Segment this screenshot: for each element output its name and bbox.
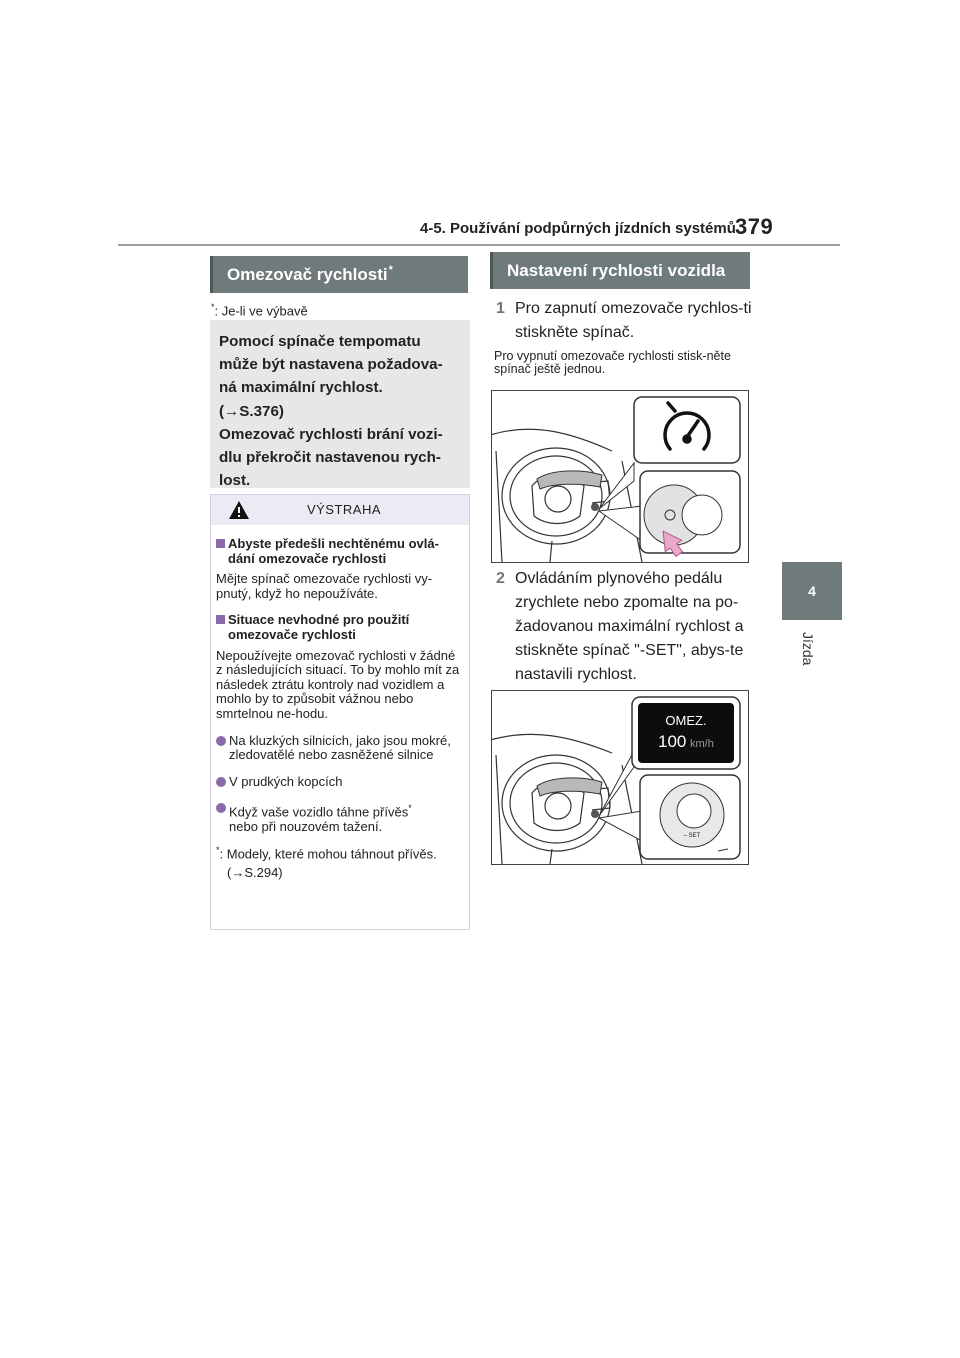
circle-bullet-icon — [216, 736, 226, 746]
switch-set-label: – SET — [683, 833, 701, 839]
page-number: 379 — [735, 214, 774, 239]
footnote-text: : Je-li ve výbavě — [214, 303, 308, 319]
heading-set-speed — [490, 252, 750, 289]
info-line: Omezovač rychlosti brání vozi- — [219, 425, 443, 443]
step-number: 2 — [496, 570, 505, 587]
info-line: dlu překročit nastavenou rych- — [219, 449, 441, 467]
display-speed: 100 — [658, 732, 687, 751]
figure-switch-press — [491, 390, 749, 563]
circle-bullet-icon — [216, 803, 226, 813]
info-line: Pomocí spínače tempomatu — [219, 333, 421, 350]
warning-paragraph: Mějte spínač omezovače rychlosti vy-pnutý, když ho nepoužíváte. — [216, 571, 433, 601]
info-line: ná maximální rychlost. — [219, 379, 383, 397]
warning-bullet — [216, 801, 463, 835]
warning-reference[interactable]: (→S.294) — [227, 864, 283, 880]
square-bullet-icon — [216, 615, 225, 624]
warning-subheading-text: Situace nevhodné pro použití omezovače rychlosti — [228, 612, 410, 642]
warning-subheading — [216, 613, 463, 642]
limiter-symbol-callout — [634, 397, 740, 463]
figure-set-speed — [491, 690, 749, 865]
note-asterisk: * — [216, 844, 220, 855]
square-bullet-icon — [216, 539, 225, 548]
step-2 — [496, 567, 756, 687]
heading-text: Nastavení rychlosti vozidla — [507, 260, 726, 280]
warning-paragraph: Nepoužívejte omezovač rychlosti v žádné z následujících situací. To by mohlo mít za následek ztrátu kontroly nad vozidlem a mohlo by to způsobit vážnou nebo smrtelnou ne-hodu. — [216, 647, 460, 721]
info-box — [210, 320, 470, 488]
warning-title: VÝSTRAHA — [306, 501, 382, 517]
step-1 — [496, 297, 756, 345]
bullet-text: Když vaše vozidlo táhne přívěs — [229, 804, 409, 820]
step-text: Pro zapnutí omezovače rychlos-ti stiskněte spínač. — [515, 300, 752, 341]
bullet-text: Na kluzkých silnicích, jako jsou mokré, zledovatělé nebo zasněžené silnice — [229, 732, 451, 763]
display-unit: km/h — [690, 738, 714, 750]
heading-speed-limiter — [210, 256, 468, 293]
info-line-reference[interactable]: (→S.376) — [219, 402, 284, 420]
header-rule — [118, 244, 840, 246]
warning-box — [210, 494, 470, 930]
chapter-label: Jízda — [800, 632, 816, 666]
bullet-asterisk: * — [408, 803, 412, 814]
heading-asterisk: * — [388, 263, 393, 276]
info-line: může být nastavena požadova- — [219, 356, 443, 374]
display-label: OMEZ. — [665, 713, 707, 728]
chapter-number: 4 — [808, 583, 816, 599]
footnote-asterisk: * — [211, 302, 215, 312]
warning-bullet — [216, 775, 463, 790]
warning-subheading — [216, 537, 463, 566]
info-line: lost. — [219, 472, 251, 490]
circle-bullet-icon — [216, 777, 226, 787]
chapter-tab[interactable] — [782, 562, 842, 620]
bullet-text: V prudkých kopcích — [229, 773, 343, 789]
step-text: Ovládáním plynového pedálu zrychlete nebo zpomalte na po-žadovanou maximální rychlost a stiskněte spínač "-SET", abys-te nastavili rychlost. — [515, 570, 744, 683]
step-number: 1 — [496, 300, 505, 317]
step-1-note: Pro vypnutí omezovače rychlosti stisk-něte spínač ještě jednou. — [494, 349, 731, 376]
note-text: : Modely, které mohou táhnout přívěs. — [219, 846, 437, 862]
warning-subheading-text: Abyste předešli nechtěnému ovlá-dání omezovače rychlosti — [228, 536, 439, 566]
warning-footnote — [216, 843, 463, 862]
warning-header — [211, 495, 469, 525]
section-title: 4-5. Používání podpůrných jízdních systémů — [420, 220, 736, 237]
warning-bullet — [216, 734, 463, 763]
footnote-equipment — [211, 302, 308, 318]
warning-triangle-icon — [228, 500, 250, 524]
bullet-text-continued: nebo při nouzovém tažení. — [229, 819, 383, 835]
heading-text: Omezovač rychlosti — [227, 264, 388, 284]
